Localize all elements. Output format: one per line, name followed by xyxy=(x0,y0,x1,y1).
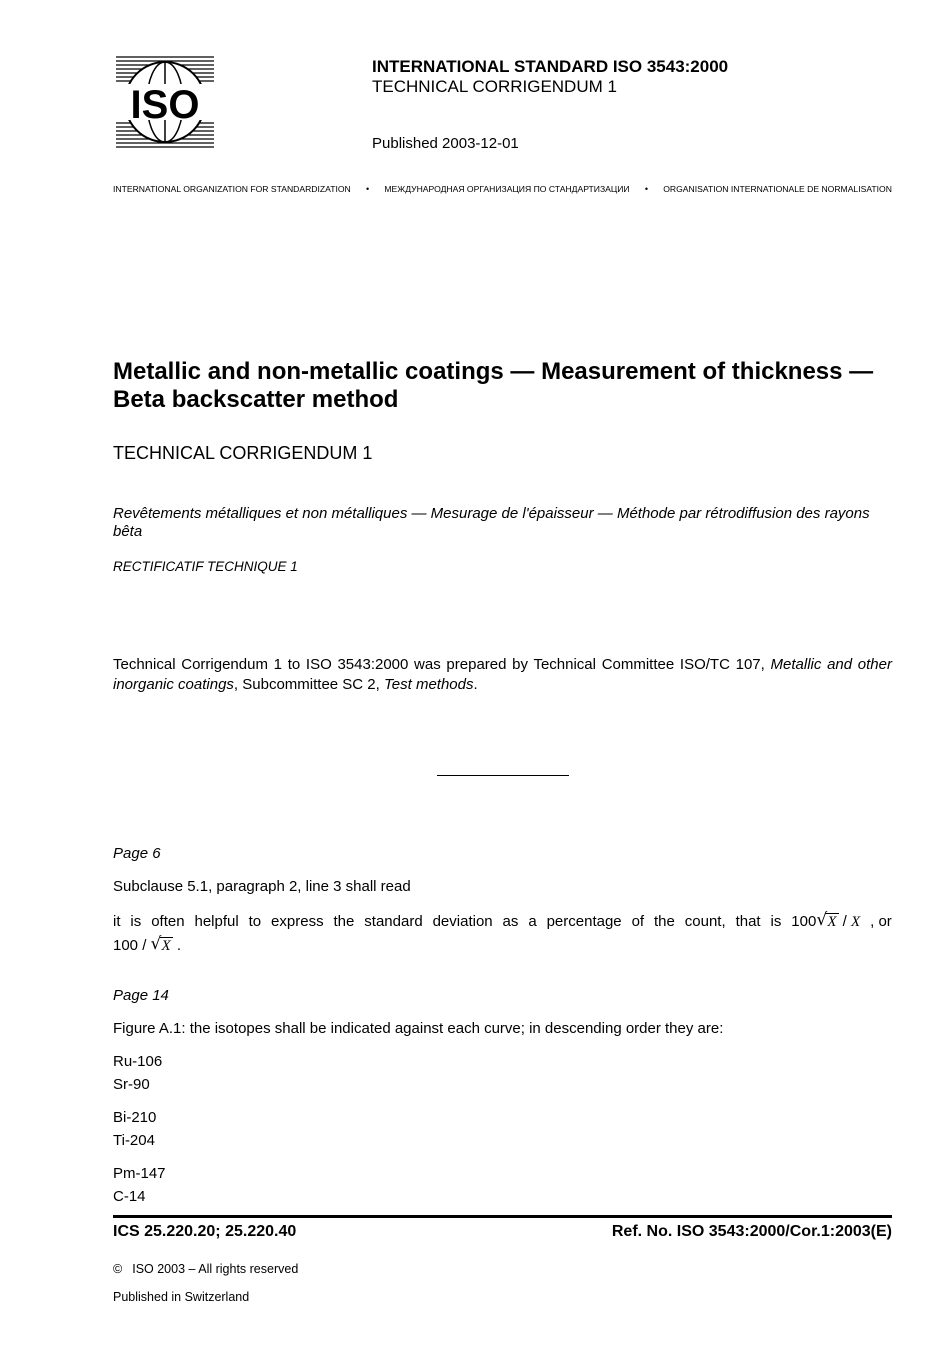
section-divider xyxy=(437,775,569,776)
iso-globe-logo-icon xyxy=(116,54,214,150)
logo-text: ISO xyxy=(130,83,200,127)
word: percentage xyxy=(546,913,622,930)
isotope-item: Bi-210 xyxy=(113,1109,157,1126)
isotope-item: Ru-106 xyxy=(113,1053,163,1070)
formula-1-coef: 100 xyxy=(791,913,817,930)
formula-2-coef: 100 / xyxy=(113,937,151,954)
reference-number: Ref. No. ISO 3543:2000/Cor.1:2003(E) xyxy=(611,1223,892,1240)
word: express xyxy=(271,913,324,930)
preparation-paragraph xyxy=(113,655,892,694)
copyright-line xyxy=(113,1262,298,1276)
french-corrigendum-label: RECTIFICATIF TECHNIQUE 1 xyxy=(113,559,298,574)
ics-code: ICS 25.220.20; 25.220.40 xyxy=(113,1223,297,1240)
prep-text-2: , Subcommittee SC 2, xyxy=(233,675,384,693)
org-name-english: INTERNATIONAL ORGANIZATION FOR STANDARDIZATION xyxy=(113,184,351,194)
iso-logo xyxy=(116,54,214,150)
isotope-item: C-14 xyxy=(113,1188,146,1205)
corrigendum-label: TECHNICAL CORRIGENDUM 1 xyxy=(372,77,617,96)
standard-title: INTERNATIONAL STANDARD ISO 3543:2000 xyxy=(372,57,729,76)
published-date: Published 2003-12-01 xyxy=(372,135,519,152)
formula-1-den: X xyxy=(851,914,861,930)
organization-line xyxy=(113,184,892,194)
subcommittee-name: Test methods xyxy=(383,675,474,693)
word: often xyxy=(151,913,185,930)
published-in: Published in Switzerland xyxy=(113,1290,250,1304)
word: is xyxy=(770,913,782,930)
square-root-icon: √ X xyxy=(816,910,837,930)
bullet-separator-icon: • xyxy=(644,184,648,194)
word: the xyxy=(654,913,675,930)
committee-name: Metallic and other inorganic coatings xyxy=(113,656,892,693)
formula-sentence-line-2 xyxy=(113,934,182,955)
subclause-instruction: Subclause 5.1, paragraph 2, line 3 shall read xyxy=(113,878,411,895)
org-name-french: ORGANISATION INTERNATIONALE DE NORMALISATION xyxy=(663,184,892,194)
figure-instruction: Figure A.1: the isotopes shall be indicated against each curve; in descending order they are: xyxy=(113,1020,724,1037)
prep-text-1: Technical Corrigendum 1 to ISO 3543:2000 was prepared by Technical Committee ISO/TC 107, xyxy=(113,656,771,673)
org-name-russian: МЕЖДУНАРОДНАЯ ОРГАНИЗАЦИЯ ПО СТАНДАРТИЗАЦИИ xyxy=(384,184,630,194)
formula-sentence-line-1 xyxy=(113,910,892,931)
page-14-heading: Page 14 xyxy=(113,987,169,1004)
document-main-title: Metallic and non-metallic coatings — Measurement of thickness — Beta backscatter method xyxy=(113,358,874,413)
word: it xyxy=(113,913,121,930)
footer-rule xyxy=(113,1215,892,1218)
word: that xyxy=(735,913,761,930)
formula-1-var: X xyxy=(827,914,837,930)
isotope-item: Pm-147 xyxy=(113,1165,166,1182)
formula-1-div: / xyxy=(838,913,852,930)
word: helpful xyxy=(194,913,239,930)
french-title: Revêtements métalliques et non métalliques — Mesurage de l'épaisseur — Méthode par rétrodiffusion des rayons bêta xyxy=(113,505,870,540)
word: of xyxy=(631,913,645,930)
page-6-heading: Page 6 xyxy=(113,845,161,862)
formula-1-tail: , or xyxy=(870,913,892,930)
formula-1 xyxy=(791,910,861,931)
formula-2-tail: . xyxy=(176,937,182,954)
isotope-item: Ti-204 xyxy=(113,1132,155,1149)
isotope-item: Sr-90 xyxy=(113,1076,150,1093)
word: as xyxy=(502,913,519,930)
bullet-separator-icon: • xyxy=(366,184,370,194)
word: to xyxy=(248,913,262,930)
formula-2-var: X xyxy=(161,938,171,954)
square-root-icon: √ X xyxy=(150,934,171,954)
prep-text-3: . xyxy=(473,675,478,693)
word: is xyxy=(130,913,142,930)
word: count, xyxy=(684,913,726,930)
word: standard xyxy=(364,913,423,930)
word: a xyxy=(528,913,537,930)
copyright-text: ISO 2003 – All rights reserved xyxy=(132,1262,299,1276)
word: the xyxy=(333,913,355,930)
copyright-icon: © xyxy=(113,1262,123,1276)
technical-corrigendum-label: TECHNICAL CORRIGENDUM 1 xyxy=(113,443,373,463)
word: deviation xyxy=(432,913,493,930)
